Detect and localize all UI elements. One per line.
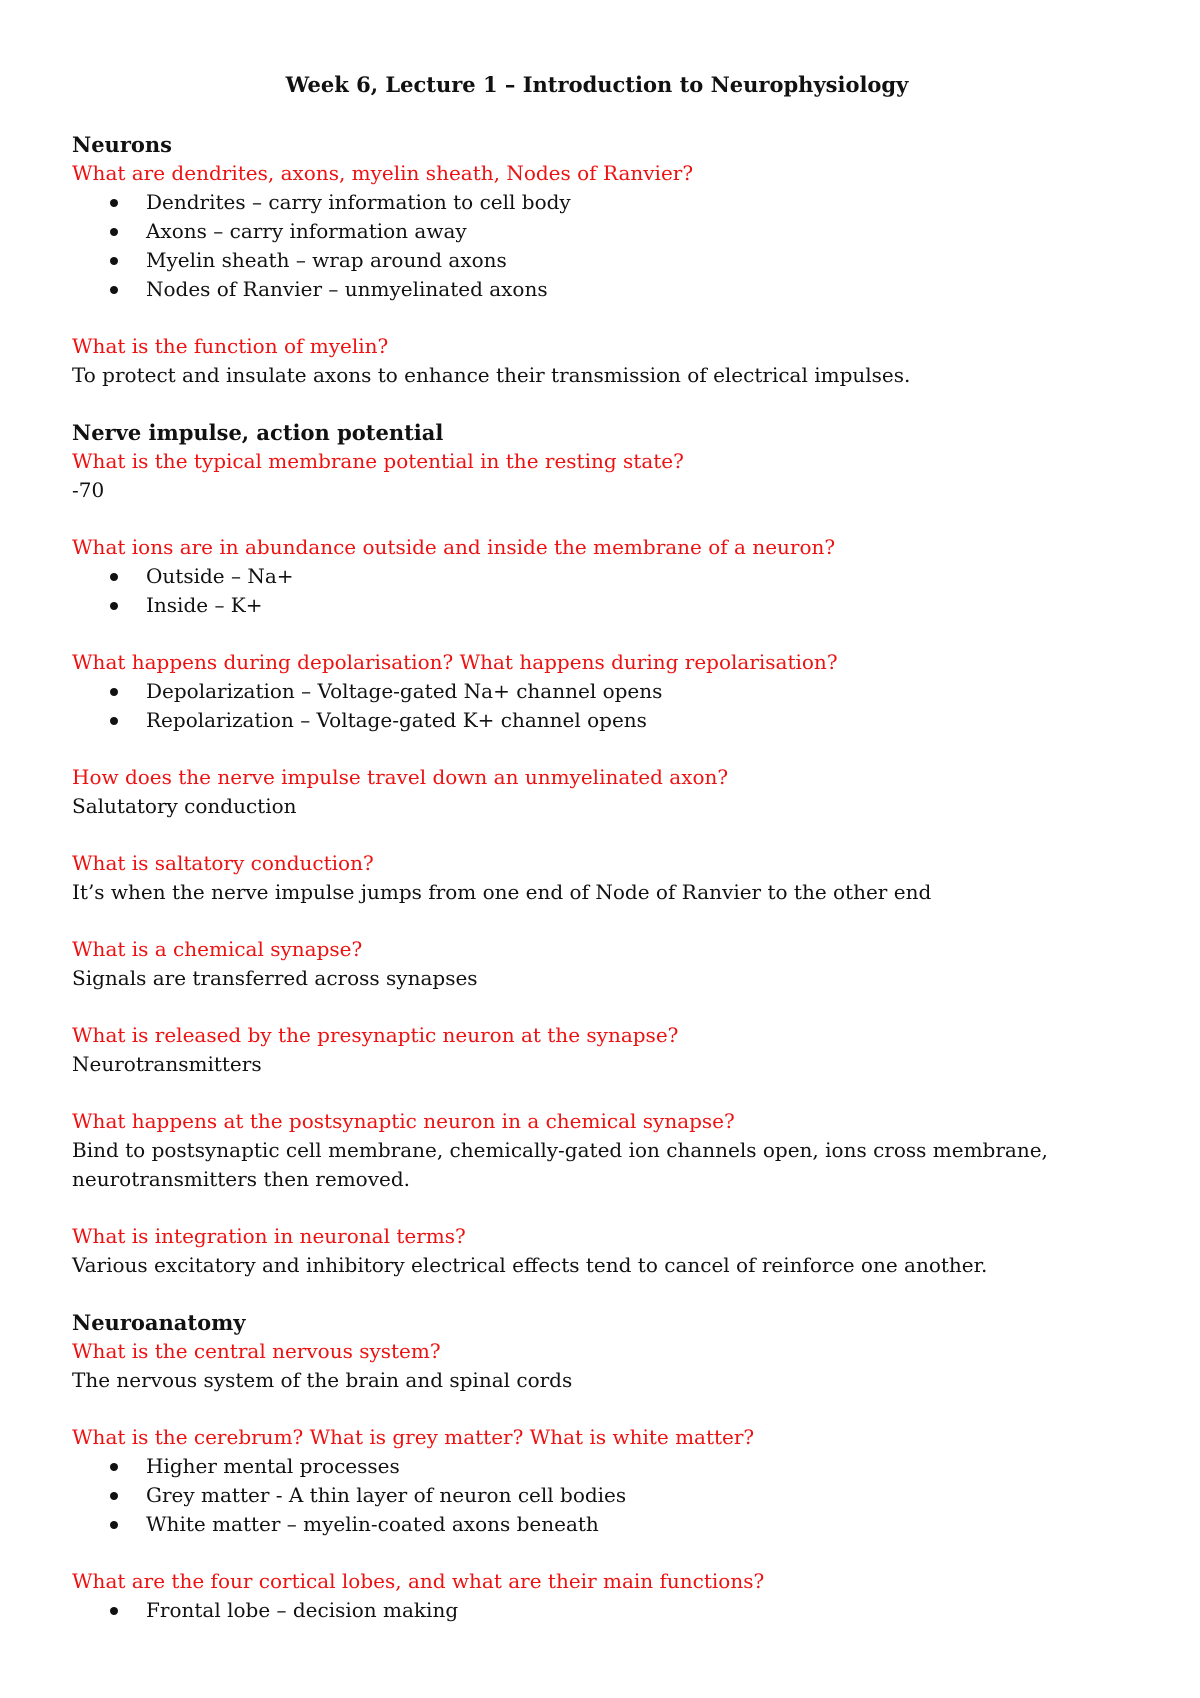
question-text: What is the function of myelin? <box>72 334 389 358</box>
bullet-icon <box>110 573 118 581</box>
list-item <box>72 1452 1122 1481</box>
qa-block <box>72 447 1122 505</box>
bullet-icon <box>110 1492 118 1500</box>
list-item-text: Outside – Na+ <box>146 564 294 588</box>
qa-block <box>72 1337 1122 1395</box>
answer-text: Neurotransmitters <box>72 1052 262 1076</box>
list-item <box>72 275 1122 304</box>
list-item-text: White matter – myelin-coated axons beneath <box>146 1512 599 1536</box>
bullet-icon <box>110 602 118 610</box>
qa-block <box>72 1423 1122 1539</box>
document-body <box>72 130 1122 1625</box>
section-heading: Neuroanatomy <box>72 1310 246 1335</box>
question-text: What is released by the presynaptic neuron at the synapse? <box>72 1023 679 1047</box>
answer-text: It’s when the nerve impulse jumps from one end of Node of Ranvier to the other end <box>72 880 932 904</box>
question-text: How does the nerve impulse travel down an unmyelinated axon? <box>72 765 729 789</box>
section-heading: Nerve impulse, action potential <box>72 420 444 445</box>
list-item-text: Axons – carry information away <box>146 219 467 243</box>
question-text: What are the four cortical lobes, and what are their main functions? <box>72 1569 765 1593</box>
qa-block <box>72 763 1122 821</box>
question-text: What is integration in neuronal terms? <box>72 1224 466 1248</box>
document-title: Week 6, Lecture 1 – Introduction to Neurophysiology <box>285 72 909 97</box>
answer-text: To protect and insulate axons to enhance their transmission of electrical impulses. <box>72 363 911 387</box>
list-item <box>72 217 1122 246</box>
bullet-list <box>72 1452 1122 1539</box>
answer-text: Signals are transferred across synapses <box>72 966 478 990</box>
list-item-text: Nodes of Ranvier – unmyelinated axons <box>146 277 548 301</box>
bullet-icon <box>110 1607 118 1615</box>
question-text: What happens during depolarisation? What happens during repolarisation? <box>72 650 838 674</box>
qa-block <box>72 533 1122 620</box>
bullet-list <box>72 1596 1122 1625</box>
bullet-list <box>72 562 1122 620</box>
list-item <box>72 562 1122 591</box>
qa-block <box>72 159 1122 304</box>
qa-block <box>72 1567 1122 1625</box>
list-item <box>72 246 1122 275</box>
section-heading: Neurons <box>72 132 172 157</box>
answer-text: Bind to postsynaptic cell membrane, chemically-gated ion channels open, ions cross membrane, neurotransmitters then removed. <box>72 1138 1048 1191</box>
bullet-icon <box>110 257 118 265</box>
qa-block <box>72 332 1122 390</box>
answer-text: The nervous system of the brain and spinal cords <box>72 1368 573 1392</box>
qa-block <box>72 1021 1122 1079</box>
bullet-icon <box>110 228 118 236</box>
question-text: What is saltatory conduction? <box>72 851 374 875</box>
question-text: What are dendrites, axons, myelin sheath, Nodes of Ranvier? <box>72 161 694 185</box>
list-item-text: Repolarization – Voltage-gated K+ channel opens <box>146 708 647 732</box>
qa-block <box>72 935 1122 993</box>
list-item <box>72 706 1122 735</box>
qa-block <box>72 849 1122 907</box>
question-text: What is the cerebrum? What is grey matter? What is white matter? <box>72 1425 755 1449</box>
list-item-text: Myelin sheath – wrap around axons <box>146 248 507 272</box>
list-item-text: Dendrites – carry information to cell body <box>146 190 571 214</box>
list-item <box>72 188 1122 217</box>
list-item-text: Grey matter - A thin layer of neuron cell bodies <box>146 1483 627 1507</box>
answer-text: Salutatory conduction <box>72 794 297 818</box>
bullet-icon <box>110 199 118 207</box>
list-item <box>72 1510 1122 1539</box>
list-item <box>72 1481 1122 1510</box>
question-text: What happens at the postsynaptic neuron in a chemical synapse? <box>72 1109 735 1133</box>
question-text: What is the central nervous system? <box>72 1339 441 1363</box>
bullet-list <box>72 677 1122 735</box>
list-item <box>72 677 1122 706</box>
list-item-text: Inside – K+ <box>146 593 263 617</box>
bullet-list <box>72 188 1122 304</box>
question-text: What is the typical membrane potential in the resting state? <box>72 449 684 473</box>
qa-block <box>72 1107 1122 1194</box>
bullet-icon <box>110 717 118 725</box>
list-item-text: Frontal lobe – decision making <box>146 1598 459 1622</box>
question-text: What ions are in abundance outside and inside the membrane of a neuron? <box>72 535 836 559</box>
list-item-text: Higher mental processes <box>146 1454 400 1478</box>
bullet-icon <box>110 688 118 696</box>
bullet-icon <box>110 286 118 294</box>
answer-text: -70 <box>72 478 105 502</box>
qa-block <box>72 1222 1122 1280</box>
qa-block <box>72 648 1122 735</box>
answer-text: Various excitatory and inhibitory electrical effects tend to cancel of reinforce one another. <box>72 1253 988 1277</box>
bullet-icon <box>110 1521 118 1529</box>
list-item <box>72 591 1122 620</box>
question-text: What is a chemical synapse? <box>72 937 363 961</box>
list-item <box>72 1596 1122 1625</box>
list-item-text: Depolarization – Voltage-gated Na+ channel opens <box>146 679 663 703</box>
bullet-icon <box>110 1463 118 1471</box>
document-page <box>72 60 1122 1653</box>
